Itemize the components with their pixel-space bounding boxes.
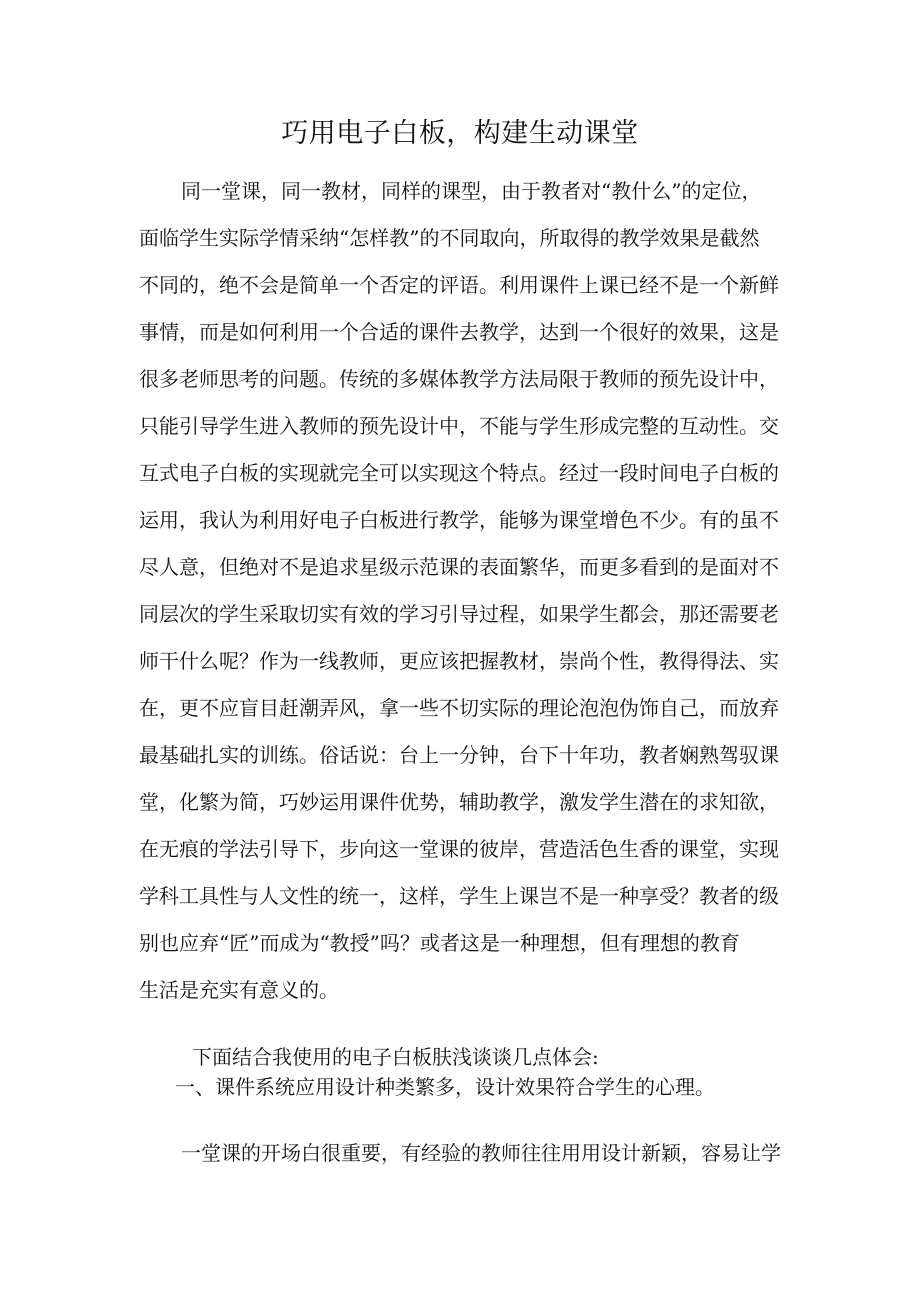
paragraph-line: 互式电子白板的实现就完全可以实现这个特点。经过一段时间电子白板的 xyxy=(139,461,779,485)
paragraph-line: 很多老师思考的问题。传统的多媒体教学方法局限于教师的预先设计中， xyxy=(139,367,779,391)
section-heading: 一、课件系统应用设计种类繁多，设计效果符合学生的心理。 xyxy=(175,1075,715,1099)
paragraph-line: 运用，我认为利用好电子白板进行教学，能够为课堂增色不少。有的虽不 xyxy=(139,508,779,532)
paragraph-line: 别也应弃“匠”而成为“教授”吗？或者这是一种理想，但有理想的教育 xyxy=(139,931,740,955)
intro-line: 下面结合我使用的电子白板肤浅谈谈几点体会: xyxy=(192,1045,599,1069)
paragraph-line: 只能引导学生进入教师的预先设计中，不能与学生形成完整的互动性。交 xyxy=(139,414,779,438)
document-title: 巧用电子白板，构建生动课堂 xyxy=(281,118,639,149)
paragraph-line: 不同的，绝不会是简单一个否定的评语。利用课件上课已经不是一个新鲜 xyxy=(139,273,779,297)
paragraph-line: 师干什么呢？作为一线教师，更应该把握教材，崇尚个性，教得得法、实 xyxy=(139,649,779,673)
paragraph-line: 学科工具性与人文性的统一，这样，学生上课岂不是一种享受？教者的级 xyxy=(139,884,779,908)
paragraph-line: 最基础扎实的训练。俗话说：台上一分钟，台下十年功，教者娴熟驾驭课 xyxy=(139,743,779,767)
paragraph-line: 堂，化繁为简，巧妙运用课件优势，辅助教学，激发学生潜在的求知欲， xyxy=(139,790,779,814)
paragraph-line: 面临学生实际学情采纳“怎样教”的不同取向，所取得的教学效果是截然 xyxy=(139,226,760,250)
paragraph-line: 在无痕的学法引导下，步向这一堂课的彼岸，营造活色生香的课堂，实现 xyxy=(139,837,779,861)
paragraph-line: 同一堂课，同一教材，同样的课型，由于教者对“教什么”的定位， xyxy=(181,179,762,203)
paragraph-line: 尽人意，但绝对不是追求星级示范课的表面繁华，而更多看到的是面对不 xyxy=(139,555,779,579)
paragraph-line: 生活是充实有意义的。 xyxy=(139,978,339,1002)
paragraph-line: 在，更不应盲目赶潮弄风，拿一些不切实际的理论泡泡伪饰自己，而放弃 xyxy=(139,696,779,720)
paragraph-line: 同层次的学生采取切实有效的学习引导过程，如果学生都会，那还需要老 xyxy=(139,602,779,626)
section-paragraph-line: 一堂课的开场白很重要，有经验的教师往往用用设计新颖，容易让学 xyxy=(181,1141,781,1165)
paragraph-line: 事情，而是如何利用一个合适的课件去教学，达到一个很好的效果，这是 xyxy=(139,320,779,344)
